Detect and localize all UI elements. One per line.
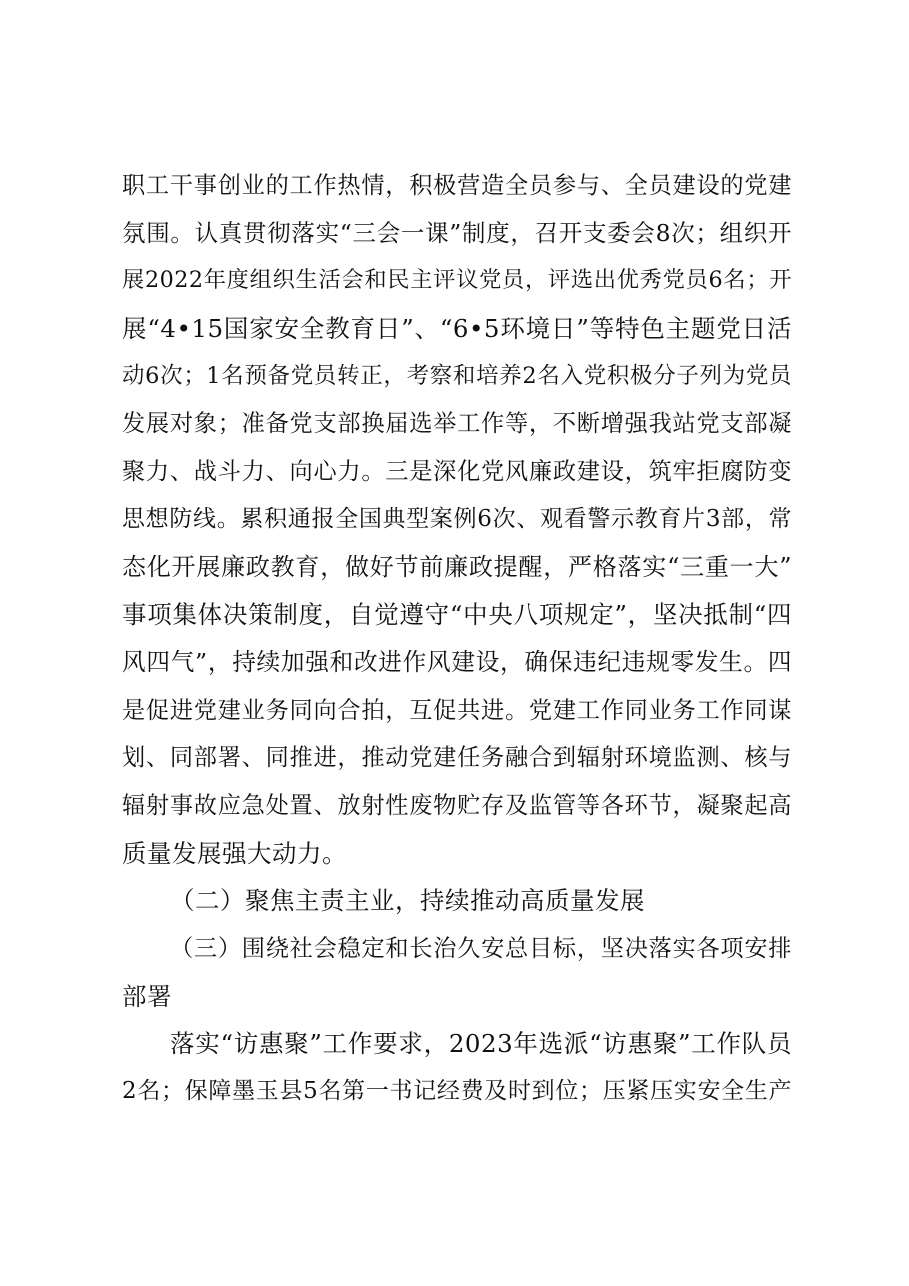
text-line: 态化开展廉政教育，做好节前廉政提醒，严格落实“三重一大” [122,552,792,581]
text-line: 风四气”，持续加强和改进作风建设，确保违纪违规零发生。四 [122,647,792,676]
text-line: 落实“访惠聚”工作要求，2023年选派“访惠聚”工作队员 [170,1029,792,1059]
text-line: （三）围绕社会稳定和长治久安总目标，坚决落实各项安排 [170,935,792,962]
text-line: 部署 [122,981,172,1011]
text-line: 发展对象；准备党支部换届选举工作等，不断增强我站党支部凝 [122,410,792,438]
text-line: 聚力、战斗力、向心力。三是深化党风廉政建设，筑牢拒腐防变 [122,458,792,486]
text-line: 2名；保障墨玉县5名第一书记经费及时到位；压紧压实安全生产 [122,1078,792,1105]
text-line: 职工干事创业的工作热情，积极营造全员参与、全员建设的党建 [122,172,792,199]
text-line: 是促进党建业务同向合拍，互促共进。党建工作同业务工作同谋 [122,696,792,724]
text-line: 辐射事故应急处置、放射性废物贮存及监管等各环节，凝聚起高 [122,791,792,819]
text-line: 展“4•15国家安全教育日”、“6•5环境日”等特色主题党日活 [122,314,792,344]
document-body [122,162,792,1116]
text-line: （二）聚焦主责主业，持续推动高质量发展 [170,886,645,916]
text-line: 事项集体决策制度，自觉遵守“中央八项规定”，坚决抵制“四 [122,600,792,630]
text-line: 展2022年度组织生活会和民主评议党员，评选出优秀党员6名；开 [122,267,792,294]
text-line: 划、同部署、同推进，推动党建任务融合到辐射环境监测、核与 [122,744,792,772]
text-line: 质量发展强大动力。 [122,838,347,868]
text-line: 动6次；1名预备党员转正，考察和培养2名入党积极分子列为党员 [122,362,792,389]
text-line: 思想防线。累积通报全国典型案例6次、观看警示教育片3部，常 [122,505,792,532]
text-line: 氛围。认真贯彻落实“三会一课”制度，召开支委会8次；组织开 [122,218,792,247]
